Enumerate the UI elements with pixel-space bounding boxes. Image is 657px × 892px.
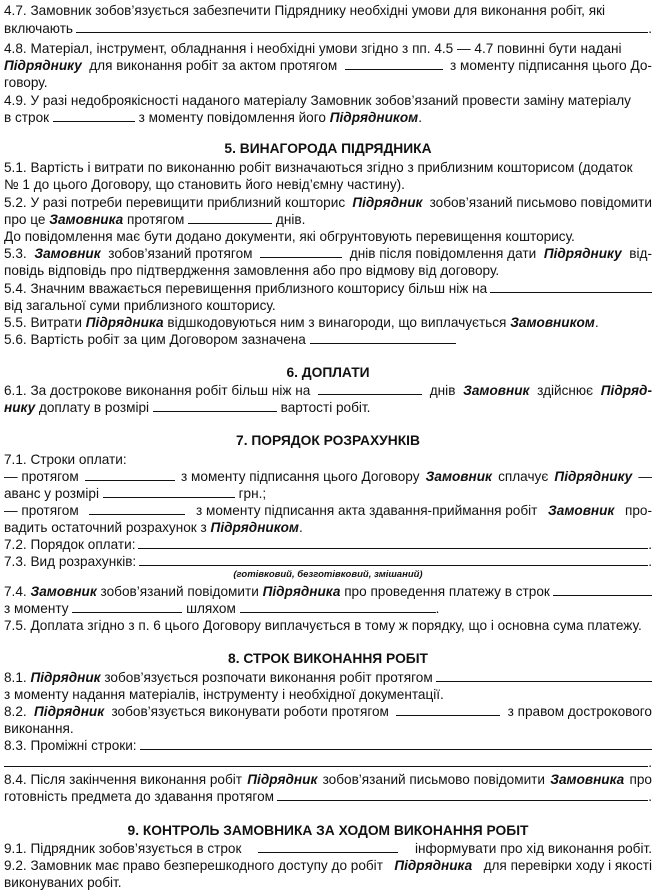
clause-5-3-line1 [4, 245, 652, 262]
term-contractor: Підряднику [554, 469, 633, 484]
term-customer: Замовник [463, 383, 530, 398]
clause-text: про- [624, 503, 652, 518]
term-contractor: Підряднику [543, 246, 622, 261]
term-customer: Замовника [550, 772, 625, 787]
clause-text: про [629, 772, 652, 787]
term-customer: Замовник [425, 469, 492, 484]
clause-text: з правом дострокового [507, 704, 652, 719]
clause-text: — протягом [4, 503, 79, 518]
blank-field [85, 468, 175, 481]
clause-4-9-line2 [4, 109, 652, 126]
clause-7-4-line1 [4, 583, 652, 600]
section-5-title: 5. ВИНАГОРОДА ПІДРЯДНИКА [224, 141, 432, 156]
clause-6-1-line1 [4, 382, 652, 399]
section-7-title: 7. ПОРЯДОК РОЗРАХУНКІВ [236, 433, 420, 448]
blank-field [396, 703, 500, 716]
clause-text: включають [4, 21, 73, 36]
clause-text: 7.2. Порядок оплати: [4, 537, 136, 552]
blank-field [188, 211, 272, 224]
clause-7-1-item2-line1 [4, 502, 652, 519]
term-contractor: Підрядника [262, 584, 341, 599]
blank-field [318, 382, 422, 395]
clause-7-1-item2-line2 [4, 519, 652, 536]
clause-text: сплачує [498, 469, 549, 484]
section-6-title: 6. ДОПЛАТИ [286, 365, 370, 380]
clause-8-2-line2: виконання. [4, 721, 74, 736]
clause-text: 8.3. Проміжні строки: [4, 738, 137, 753]
clause-text: 5.5. Витрати [4, 315, 82, 330]
clause-5-4-line1 [4, 280, 652, 297]
clause-7-3: 7.3. Вид розрахунків: . [4, 554, 652, 569]
clause-text: зобов’язаний повідомити [100, 584, 259, 599]
clause-8-4-line2: готовність предмета до здавання протягом . [4, 789, 652, 804]
clause-8-2-line1 [4, 703, 652, 720]
clause-text: готовність предмета до здавання протягом [4, 789, 274, 804]
blank-field [72, 600, 182, 613]
term-contractor: Підрядник [34, 704, 105, 719]
clause-text: днів [429, 383, 456, 398]
term-contractor: Підрядником [329, 110, 419, 125]
clause-text: вартості робіт. [280, 400, 371, 415]
clause-text: шляхом [186, 601, 236, 616]
clause-text: від- [629, 246, 652, 261]
clause-4-8-line1: 4.8. Матеріал, інструмент, обладнання і необхідні умови згідно з пп. 4.5 — 4.7 повинні бути надані [4, 41, 622, 56]
clause-4-8-line3: говору. [4, 75, 48, 90]
clause-text: 5.2. У разі потреби перевищити приблизний кошторис [4, 195, 346, 210]
term-customer: Замовник [548, 503, 615, 518]
clause-5-2-line3: До повідомлення має бути додано документи, які обгрунтовують перевищення кошторису. [4, 229, 575, 244]
clause-5-4-line2: від загальної суми приблизного кошторису. [4, 298, 276, 313]
clause-text: днів. [275, 212, 306, 227]
term-contractor: Підрядником [210, 520, 299, 535]
clause-text: 8.2. [4, 704, 27, 719]
clause-5-1-line2: № 1 до цього Договору, що становить його невід’ємну частину). [4, 177, 405, 192]
clause-text: 5.3. [4, 246, 27, 261]
clause-text: днів після повідомлення дати [349, 246, 537, 261]
clause-9-1 [4, 840, 652, 857]
blank-field [4, 754, 648, 767]
clause-text: для виконання робіт за актом протягом [89, 58, 338, 73]
clause-text: протягом [127, 212, 185, 227]
clause-text: в строк [4, 110, 50, 125]
clause-text: 6.1. За дострокове виконання робіт більш ніж на [4, 383, 311, 398]
clause-9-2-line2: виконуваних робіт. [4, 875, 122, 890]
punct: . [298, 520, 303, 535]
clause-8-1-line2: з моменту надання матеріалів, інструменту і необхідної документації. [4, 687, 444, 702]
term-contractor: Підряд- [600, 383, 652, 398]
payment-type-caption: (готівковий, безготівковий, змішаний) [233, 569, 423, 580]
clause-text: вадить остаточний розрахунок з [4, 520, 207, 535]
blank-field [277, 788, 648, 801]
blank-field [138, 536, 648, 549]
clause-7-1-item1-line1 [4, 468, 652, 485]
clause-4-7-line2: включають . [4, 21, 652, 36]
blank-field [139, 553, 648, 566]
clause-4-7-line1: 4.7. Замовник зобов’язується забезпечити Підряднику необхідні умови для виконання робіт, які [4, 3, 606, 18]
clause-7-1: 7.1. Строки оплати: [4, 452, 127, 467]
clause-5-1-line1: 5.1. Вартість і витрати по виконанню робіт визначаються згідно з приблизним кошторисом (додаток [4, 160, 633, 175]
clause-5-6 [4, 331, 652, 348]
punct: . [418, 110, 422, 125]
blank-field [240, 600, 436, 613]
blank-field [310, 331, 456, 344]
clause-6-1-line2 [4, 399, 652, 416]
term-contractor: нику [4, 400, 36, 415]
clause-text: зобов’язаний протягом [108, 246, 253, 261]
clause-text: з моменту [4, 601, 69, 616]
clause-text: 8.1. [4, 670, 27, 685]
section-8-title: 8. СТРОК ВИКОНАННЯ РОБІТ [228, 651, 428, 666]
clause-text: зобов’язаний письмово повідомити [429, 195, 652, 210]
clause-text: для перевірки ходу і якості [483, 858, 652, 873]
clause-7-1-item1-line2 [4, 485, 652, 502]
clause-4-9-line1: 4.9. У разі недоброякісності наданого матеріалу Замовник зобов’язаний провести заміну матеріалу [4, 93, 631, 108]
term-customer: Замовника [49, 212, 124, 227]
clause-9-2-line1 [4, 857, 652, 874]
term-contractor: Підрядник [352, 195, 423, 210]
clause-text: зобов’язується розпочати виконання робіт протягом [104, 670, 433, 685]
blank-field [103, 485, 235, 498]
term-contractor: Підрядника [394, 858, 473, 873]
clause-text: з моменту підписання цього До- [450, 58, 652, 73]
term-contractor: Підрядник [247, 772, 318, 787]
clause-text: 5.6. Вартість робіт за цим Договором зазначена [4, 332, 306, 347]
clause-8-1-line1 [4, 669, 652, 686]
clause-8-4-line1 [4, 771, 652, 788]
clause-5-5 [4, 314, 652, 331]
blank-field [345, 57, 443, 70]
clause-text: 8.4. Після закінчення виконання робіт [4, 772, 243, 787]
clause-text: грн.; [238, 486, 267, 501]
clause-text: — [638, 469, 652, 484]
term-contractor: Підрядника [85, 315, 164, 330]
clause-7-4-line2: з моменту шляхом . [4, 601, 440, 616]
clause-text: 7.4. [4, 584, 27, 599]
clause-text: доплату в розмірі [38, 400, 150, 415]
clause-text: з моменту підписання цього Договору [181, 469, 420, 484]
blank-field [140, 737, 652, 750]
clause-5-2-line2 [4, 211, 652, 228]
clause-text: 7.3. Вид розрахунків: [4, 554, 137, 569]
punct: . [594, 315, 599, 330]
clause-text: зобов’язаний письмово повідомити [322, 772, 545, 787]
clause-5-2-line1 [4, 194, 652, 211]
blank-field [153, 399, 277, 412]
blank-field [76, 20, 648, 33]
blank-field [553, 583, 652, 596]
clause-text: про це [4, 212, 46, 227]
clause-4-8-line2 [4, 57, 652, 74]
term-contractor: Підрядник [30, 670, 101, 685]
blank-field [260, 245, 342, 258]
blank-field [490, 280, 652, 293]
clause-8-3-line1 [4, 737, 652, 754]
blank-field [53, 109, 135, 122]
clause-text: 9.2. Замовник має право безперешкодного доступу до робіт [4, 858, 383, 873]
clause-8-3-line2: . [4, 754, 652, 771]
section-9-title: 9. КОНТРОЛЬ ЗАМОВНИКА ЗА ХОДОМ ВИКОНАННЯ РОБІТ [127, 823, 529, 838]
blank-field [89, 502, 185, 515]
clause-text: аванс у розмірі [4, 486, 99, 501]
clause-text: про проведення платежу в строк [344, 584, 550, 599]
clause-text: відшкодовуються ним з винагороди, що виплачується [167, 315, 507, 330]
clause-7-2: 7.2. Порядок оплати: . [4, 537, 652, 552]
term-customer: Замовник [30, 584, 97, 599]
blank-field [258, 840, 398, 853]
clause-text: з моменту повідомлення його [138, 110, 326, 125]
clause-text: інформувати про хід виконання робіт. [415, 841, 652, 856]
term-contractor: Підряднику [4, 58, 82, 73]
clause-text: з моменту підписання акта здавання-приймання робіт [196, 503, 538, 518]
clause-7-5: 7.5. Доплата згідно з п. 6 цього Договору виплачується в тому ж порядку, що і основна сума платежу. [4, 618, 642, 633]
term-customer: Замовником [510, 315, 595, 330]
clause-5-3-line2: повідь відповідь про підтвердження замовлення або про відмову від договору. [4, 263, 500, 278]
blank-field [436, 669, 652, 682]
clause-text: 5.4. Значним вважається перевищення приблизного кошторису більш ніж на [4, 281, 488, 296]
clause-text: — протягом [4, 469, 79, 484]
clause-text: 9.1. Підрядник зобов’язується в строк [4, 841, 242, 856]
clause-text: здійснює [537, 383, 594, 398]
clause-text: зобов’язується виконувати роботи протягом [111, 704, 389, 719]
term-customer: Замовник [34, 246, 101, 261]
